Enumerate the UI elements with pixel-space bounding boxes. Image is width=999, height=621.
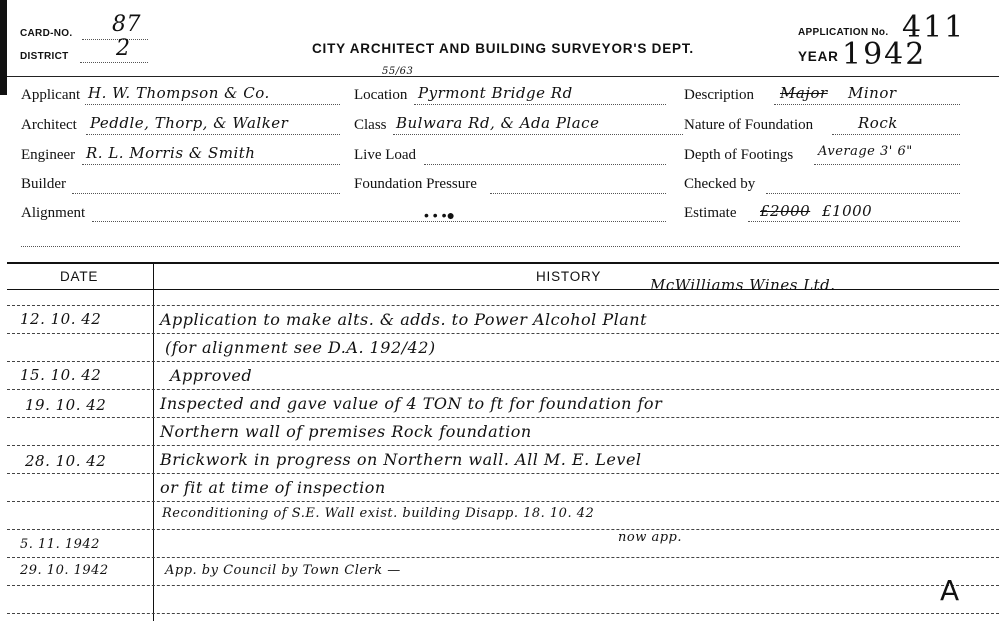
history-date: 28. 10. 42	[25, 452, 107, 470]
table-rule-6	[7, 445, 999, 446]
applicant-value: H. W. Thompson & Co.	[88, 84, 270, 102]
history-entry: Brickwork in progress on Northern wall. All M. E. Level	[160, 450, 642, 469]
engineer-line	[82, 164, 340, 165]
location-value: Pyrmont Bridge Rd	[418, 84, 573, 102]
corner-mark: A	[940, 574, 960, 607]
checked-label: Checked by	[684, 176, 756, 192]
date-column-divider	[153, 262, 154, 621]
description-value: Minor	[848, 84, 897, 102]
class-label: Class	[354, 117, 387, 133]
history-entry: Reconditioning of S.E. Wall exist. building Disapp. 18. 10. 42	[162, 506, 595, 521]
foundation-value: Rock	[858, 114, 898, 132]
year-value: 1942	[842, 37, 927, 72]
blank-line	[21, 246, 960, 247]
footings-line	[814, 164, 960, 165]
engineer-value: R. L. Morris & Smith	[86, 144, 256, 162]
card-no-value: 87	[112, 12, 141, 37]
foundation-label: Nature of Foundation	[684, 117, 814, 133]
header-rule	[7, 76, 999, 77]
estimate-line	[748, 221, 960, 222]
builder-line	[72, 193, 340, 194]
table-rule-2	[7, 333, 999, 334]
district-line	[80, 62, 148, 63]
history-entry: Northern wall of premises Rock foundation	[160, 422, 532, 441]
liveload-label: Live Load	[354, 147, 417, 163]
history-entry: Inspected and gave value of 4 TON to ft for foundation for	[160, 394, 663, 413]
history-entry: Approved	[170, 366, 253, 385]
footings-value: Average 3' 6"	[818, 144, 913, 159]
class-line	[393, 134, 683, 135]
card-no-label: CARD-NO.	[20, 28, 73, 39]
table-rule-8	[7, 501, 999, 502]
description-label: Description	[684, 87, 754, 103]
estimate-struck: £2000	[760, 202, 811, 220]
engineer-label: Engineer	[21, 147, 76, 163]
left-edge-blot	[0, 0, 7, 95]
history-header: HISTORY	[536, 269, 602, 284]
foundation-line	[832, 134, 960, 135]
pressure-line	[490, 193, 666, 194]
table-rule-7	[7, 473, 999, 474]
history-date: 15. 10. 42	[20, 366, 102, 384]
architect-label: Architect	[21, 117, 77, 133]
history-entry: now app.	[618, 530, 682, 545]
ref-note: 55/63	[382, 66, 414, 77]
table-rule-1	[7, 305, 999, 306]
date-header: DATE	[60, 269, 99, 284]
alignment-line	[92, 221, 666, 222]
history-entry: App. by Council by Town Clerk —	[165, 563, 401, 578]
applicant-line	[85, 104, 340, 105]
class-value: Bulwara Rd, & Ada Place	[396, 114, 600, 132]
applicant-label: Applicant	[21, 87, 81, 103]
history-date: 12. 10. 42	[20, 310, 102, 328]
application-value: 411	[902, 10, 966, 45]
dept-title: CITY ARCHITECT AND BUILDING SURVEYOR'S DEPT.	[312, 41, 694, 56]
footings-label: Depth of Footings	[684, 147, 794, 163]
table-rule-4	[7, 389, 999, 390]
architect-line	[86, 134, 340, 135]
description-line	[774, 104, 960, 105]
description-struck: Major	[780, 84, 828, 102]
table-rule-5	[7, 417, 999, 418]
location-line	[414, 104, 666, 105]
table-rule-3	[7, 361, 999, 362]
table-top-rule	[7, 262, 999, 264]
table-rule-10	[7, 557, 999, 558]
estimate-value: £1000	[822, 202, 873, 220]
history-date: 29. 10. 1942	[20, 563, 109, 578]
checked-line	[766, 193, 960, 194]
alignment-label: Alignment	[21, 205, 86, 221]
year-label: YEAR	[798, 49, 839, 64]
table-rule-12	[7, 613, 999, 614]
application-label: APPLICATION No.	[798, 27, 889, 38]
owner-note: McWilliams Wines Ltd.	[650, 276, 836, 294]
district-label: DISTRICT	[20, 51, 69, 62]
table-rule-9	[7, 529, 999, 530]
history-entry: or fit at time of inspection	[160, 478, 386, 497]
estimate-label: Estimate	[684, 205, 737, 221]
table-rule-11	[7, 585, 999, 586]
history-date: 5. 11. 1942	[20, 537, 100, 552]
table-header-rule	[7, 289, 999, 290]
card-no-line	[82, 39, 148, 40]
history-entry: (for alignment see D.A. 192/42)	[165, 338, 436, 357]
history-entry: Application to make alts. & adds. to Power Alcohol Plant	[160, 310, 648, 329]
alignment-dots: • • •●	[424, 207, 455, 223]
pressure-label: Foundation Pressure	[354, 176, 477, 192]
location-label: Location	[354, 87, 408, 103]
builder-label: Builder	[21, 176, 66, 192]
liveload-line	[424, 164, 666, 165]
history-date: 19. 10. 42	[25, 396, 107, 414]
district-value: 2	[116, 36, 131, 61]
architect-value: Peddle, Thorp, & Walker	[90, 114, 289, 132]
